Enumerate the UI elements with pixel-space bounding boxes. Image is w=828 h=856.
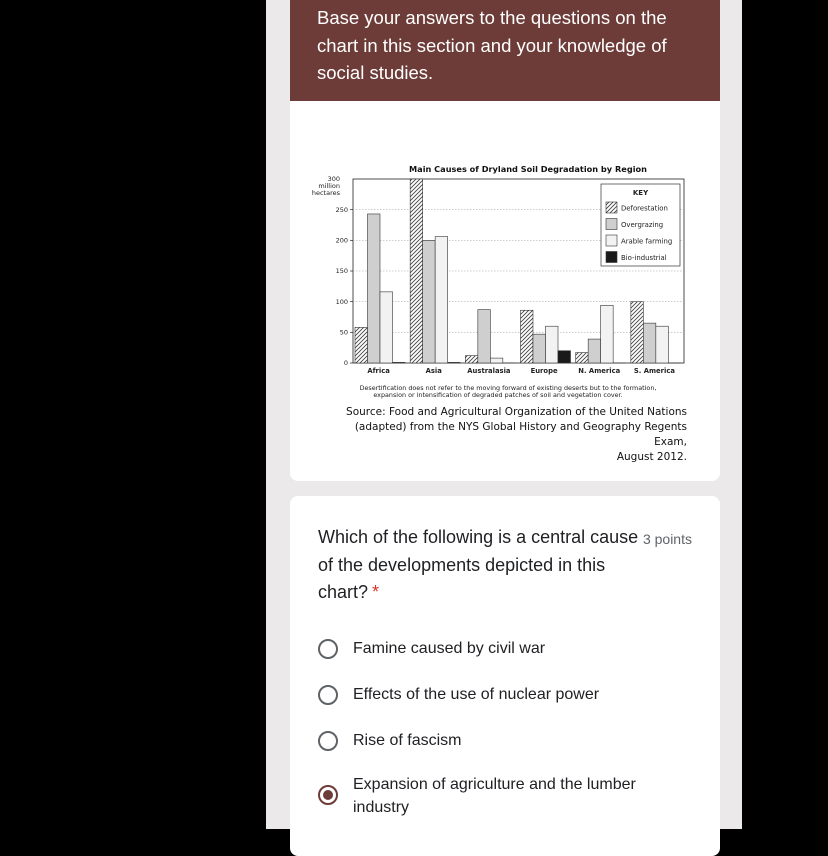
bar-light <box>656 326 669 363</box>
option-fascism[interactable] <box>318 729 663 752</box>
legend-swatch <box>606 219 617 230</box>
y-tick-label: 200 <box>336 237 348 245</box>
question-title <box>318 524 648 607</box>
x-tick-label: N. America <box>578 367 620 375</box>
bar-black <box>558 351 571 363</box>
bar-hatch <box>355 327 368 363</box>
bar-hatch <box>410 179 423 363</box>
chart-source <box>340 405 687 465</box>
chart-footnote-line-1: Desertification does not refer to the moving forward of existing deserts but to the formation, <box>360 384 657 392</box>
source-line: Source: Food and Agricultural Organization of the United Nations <box>340 405 687 420</box>
question-points: 3 points <box>643 531 692 547</box>
bar-light <box>380 292 393 363</box>
bar-light <box>546 326 559 363</box>
option-agriculture-lumber[interactable] <box>318 773 663 819</box>
x-tick-label: Australasia <box>467 367 511 375</box>
bar-gray <box>588 339 601 363</box>
legend-label: Deforestation <box>621 205 668 213</box>
y-axis-label-1: 300 <box>328 175 340 183</box>
required-asterisk: * <box>372 582 379 602</box>
question-card <box>290 496 720 856</box>
x-tick-label: S. America <box>634 367 676 375</box>
soil-degradation-chart <box>318 161 692 401</box>
bar-black <box>393 362 406 363</box>
bar-black <box>448 362 461 363</box>
bar-hatch <box>631 302 644 363</box>
bar-light <box>490 358 503 363</box>
legend-title: KEY <box>633 189 649 197</box>
y-tick-label: 250 <box>336 206 348 214</box>
option-label: Rise of fascism <box>353 729 663 752</box>
legend-swatch <box>606 202 617 213</box>
bar-light <box>435 237 448 363</box>
option-nuclear-power[interactable] <box>318 683 663 706</box>
bar-gray <box>478 310 491 363</box>
source-line: August 2012. <box>340 450 687 465</box>
y-tick-label: 100 <box>336 298 348 306</box>
bar-gray <box>533 334 546 363</box>
bar-hatch <box>521 310 534 363</box>
bar-gray <box>368 214 381 363</box>
source-line: (adapted) from the NYS Global History and Geography Regents Exam, <box>340 420 687 450</box>
section-description: Base your answers to the questions on the chart in this section and your knowledge of social studies. <box>317 4 707 87</box>
bar-gray <box>423 240 436 363</box>
y-tick-label: 0 <box>344 359 348 367</box>
legend-swatch <box>606 252 617 263</box>
y-tick-label: 150 <box>336 267 348 275</box>
legend-swatch <box>606 235 617 246</box>
radio-button-selected[interactable] <box>318 785 338 805</box>
bar-light <box>601 305 614 363</box>
radio-button[interactable] <box>318 639 338 659</box>
radio-button[interactable] <box>318 731 338 751</box>
chart-footnote-line-2: expansion or intensification of degraded patches of soil and vegetation cover. <box>373 391 622 399</box>
bar-hatch <box>576 353 589 363</box>
bar-gray <box>643 323 656 363</box>
y-axis-label-2: million <box>318 182 340 190</box>
legend-label: Overgrazing <box>621 221 663 229</box>
legend-label: Arable farming <box>621 238 672 246</box>
question-text: Which of the following is a central cause of the developments depicted in this chart? <box>318 527 638 602</box>
legend-label: Bio-industrial <box>621 254 667 262</box>
chart-title: Main Causes of Dryland Soil Degradation by Region <box>409 164 647 174</box>
x-tick-label: Europe <box>531 367 558 375</box>
bar-hatch <box>465 356 478 363</box>
y-axis-label-3: hectares <box>312 189 341 197</box>
x-tick-label: Africa <box>367 367 390 375</box>
radio-button[interactable] <box>318 685 338 705</box>
section-header <box>290 0 720 101</box>
x-tick-label: Asia <box>426 367 443 375</box>
option-label: Famine caused by civil war <box>353 637 663 660</box>
y-tick-label: 50 <box>340 329 348 337</box>
option-label: Expansion of agriculture and the lumber industry <box>353 773 663 819</box>
chart-card <box>290 101 720 481</box>
option-label: Effects of the use of nuclear power <box>353 683 663 706</box>
option-famine[interactable] <box>318 637 663 660</box>
form-page <box>266 0 742 829</box>
